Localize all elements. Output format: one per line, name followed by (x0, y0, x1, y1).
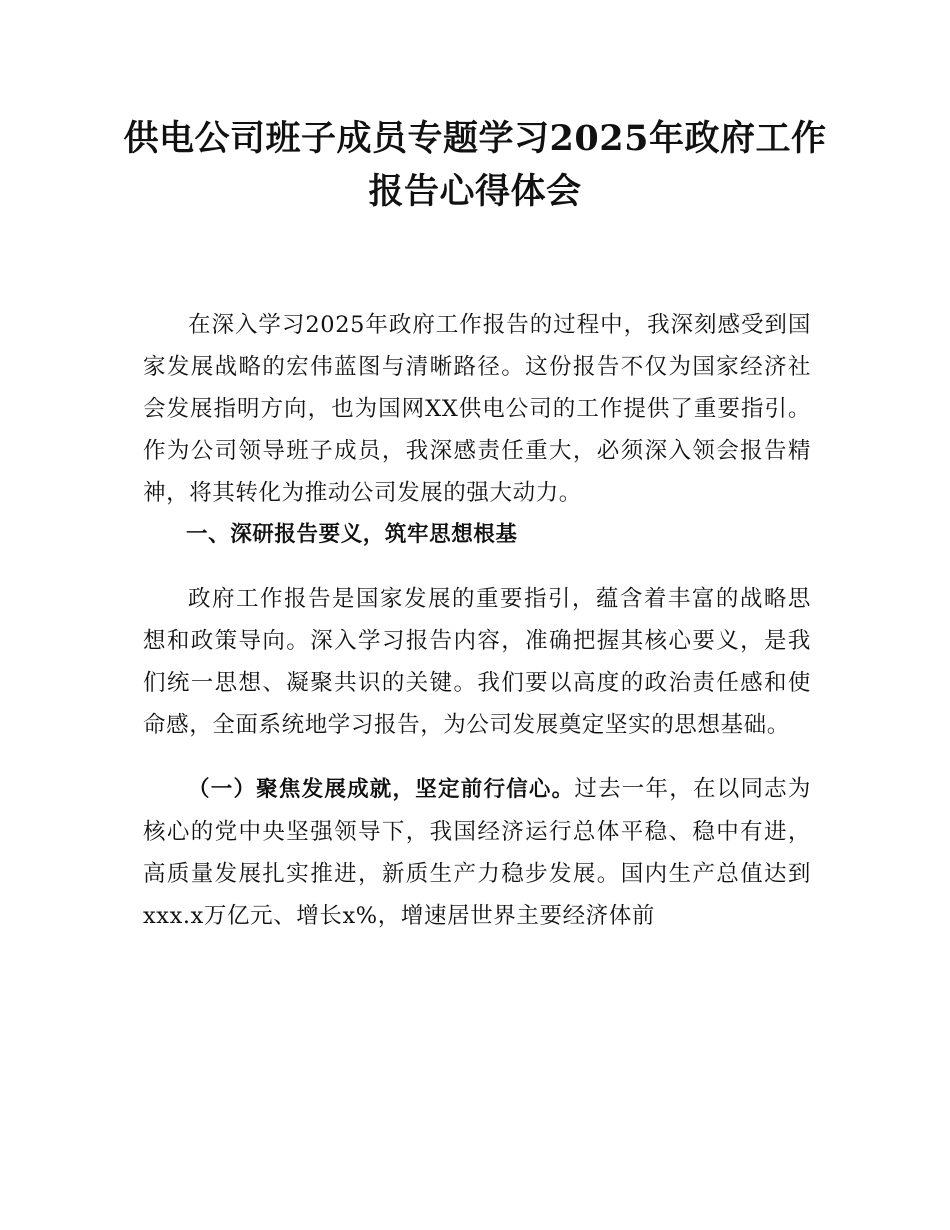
section-heading-1: 一、深研报告要义，筑牢思想根基 (186, 522, 518, 547)
intro-paragraph: 在深入学习2025年政府工作报告的过程中，我深刻感受到国家发展战略的宏伟蓝图与清晰路径。这份报告不仅为国家经济社会发展指明方向，也为国网XX供电公司的工作提供了重要指引。作为公司领导班子成员，我深感责任重大，必须深入领会报告精神，将其转化为推动公司发展的强大动力。 (143, 312, 811, 506)
subsection-1-paragraph (143, 768, 811, 937)
document-title (100, 112, 850, 218)
section-1-paragraph: 政府工作报告是国家发展的重要指引，蕴含着丰富的战略思想和政策导向。深入学习报告内容，准确把握其核心要义，是我们统一思想、凝聚共识的关键。我们要以高度的政治责任感和使命感，全面系统地学习报告，为公司发展奠定坚实的思想基础。 (143, 586, 811, 738)
document-body (143, 304, 811, 937)
subsection-1-lead: （一）聚焦发展成就，坚定前行信心。 (188, 777, 575, 802)
title-line-1: 供电公司班子成员专题学习2025年政府工作 (123, 118, 827, 159)
subsection-1-text: 过去一年，在以同志为核心的党中央坚强领导下，我国经济运行总体平稳、稳中有进，高质量发展扎实推进，新质生产力稳步发展。国内生产总值达到xxx.x万亿元、增长x%，增速居世界主要经济体前 (143, 776, 811, 929)
title-line-2: 报告心得体会 (368, 171, 582, 212)
